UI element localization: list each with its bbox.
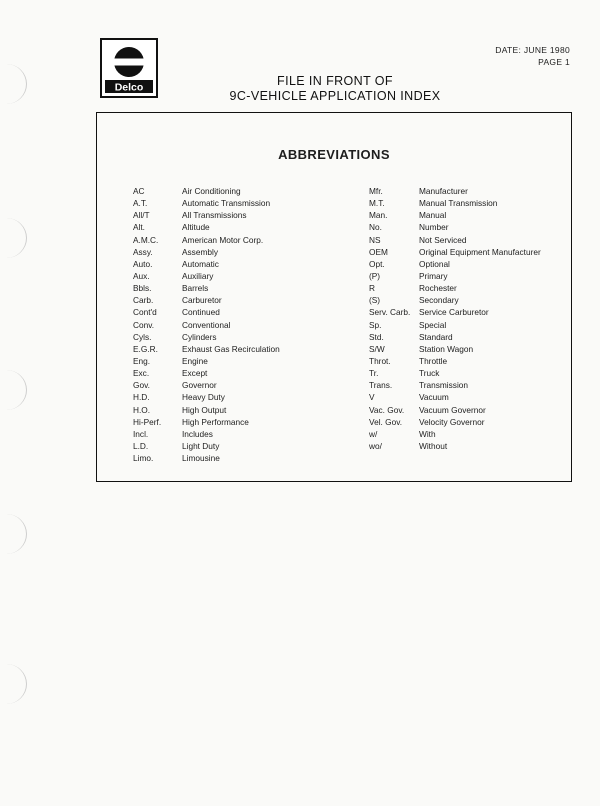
abbreviation-term: Aux. <box>133 270 150 281</box>
abbreviation-definition: Manual <box>419 210 447 221</box>
abbreviation-definition: Auxiliary <box>182 270 214 281</box>
abbreviation-term: Alt. <box>133 222 145 233</box>
abbreviation-term: Eng. <box>133 355 151 366</box>
date-block <box>495 44 570 68</box>
abbreviation-term: V <box>369 392 375 403</box>
abbreviation-definition: Air Conditioning <box>182 186 241 196</box>
abbreviation-term: Opt. <box>369 258 385 269</box>
abbreviation-term: wo/ <box>369 440 382 451</box>
abbreviation-term: A.T. <box>133 198 148 209</box>
abbreviation-term: Hi-Perf. <box>133 416 162 427</box>
abbreviation-definition: Manual Transmission <box>419 198 498 209</box>
abbreviation-term: Bbls. <box>133 283 152 294</box>
abbreviation-term: Trans. <box>369 380 393 391</box>
abbreviation-term: L.D. <box>133 440 149 451</box>
abbreviation-definition: Standard <box>419 331 453 342</box>
abbreviation-definition: Velocity Governor <box>419 416 485 427</box>
abbreviation-definition: Conventional <box>182 319 231 330</box>
abbreviation-definition: Engine <box>182 355 208 366</box>
abbreviation-term: Cont'd <box>133 307 157 318</box>
abbreviation-definition: All Transmissions <box>182 210 247 221</box>
abbreviation-term: Gov. <box>133 380 150 391</box>
document-date: DATE: JUNE 1980 <box>495 45 570 55</box>
abbreviation-term: M.T. <box>369 198 385 209</box>
abbreviation-definition: Except <box>182 368 208 379</box>
abbreviation-definition: Governor <box>182 380 217 391</box>
abbreviation-term: Tr. <box>369 368 379 379</box>
abbreviation-definition: Station Wagon <box>419 343 474 354</box>
abbreviation-definition: Not Serviced <box>419 234 467 245</box>
abbreviation-definition: Vacuum <box>419 392 449 403</box>
abbreviation-term: OEM <box>369 246 388 257</box>
abbreviation-term: Incl. <box>133 428 149 439</box>
abbreviation-term: Exc. <box>133 368 150 379</box>
abbreviation-definition: Carburetor <box>182 295 222 306</box>
abbreviation-definition: Automatic <box>182 258 219 269</box>
title-line-1: FILE IN FRONT OF <box>277 74 393 88</box>
binder-hole <box>0 514 27 554</box>
abbreviation-term: Carb. <box>133 295 154 306</box>
abbreviation-term: H.D. <box>133 392 150 403</box>
abbreviation-definition: Vacuum Governor <box>419 404 486 415</box>
abbreviation-definition: With <box>419 428 436 439</box>
abbreviation-term: S/W <box>369 343 385 354</box>
abbreviation-definition: Cylinders <box>182 331 217 342</box>
abbreviation-definition: Limousine <box>182 453 220 464</box>
abbreviation-term: No. <box>369 222 382 233</box>
abbreviation-definition: Automatic Transmission <box>182 198 271 209</box>
abbreviation-term: E.G.R. <box>133 343 158 354</box>
abbreviation-definition: Rochester <box>419 283 457 294</box>
delco-logo <box>100 38 158 98</box>
abbreviation-term: Vel. Gov. <box>369 416 403 427</box>
abbreviation-term: A.M.C. <box>133 234 159 245</box>
abbreviation-term: All/T <box>133 210 150 221</box>
binder-hole <box>0 64 27 104</box>
abbreviation-definition: Continued <box>182 307 220 318</box>
abbreviation-term: Mfr. <box>369 186 383 196</box>
abbreviation-term: Serv. Carb. <box>369 307 411 318</box>
abbreviation-definition: Throttle <box>419 355 448 366</box>
abbreviation-definition: Assembly <box>182 246 218 257</box>
abbreviation-definition: Original Equipment Manufacturer <box>419 246 541 257</box>
abbreviation-definition: Heavy Duty <box>182 392 225 403</box>
abbreviation-term: Auto. <box>133 258 153 269</box>
abbreviation-definition: Special <box>419 319 447 330</box>
page-number: PAGE 1 <box>538 57 570 67</box>
abbreviation-definition: Optional <box>419 258 450 269</box>
abbreviation-term: Conv. <box>133 319 155 330</box>
abbreviation-term: (S) <box>369 295 381 306</box>
abbreviation-term: Limo. <box>133 453 154 464</box>
abbreviation-definition: Primary <box>419 270 448 281</box>
abbreviations-box <box>96 112 572 482</box>
abbreviation-definition: High Output <box>182 404 227 415</box>
abbreviation-definition: Exhaust Gas Recirculation <box>182 343 280 354</box>
logo-wordmark: Delco <box>114 81 144 94</box>
abbreviation-definition: High Performance <box>182 416 249 427</box>
delco-emblem-icon <box>102 40 156 96</box>
abbreviation-term: (P) <box>369 270 381 281</box>
abbreviation-definition: Secondary <box>419 295 459 306</box>
abbreviation-term: R <box>369 283 375 294</box>
abbreviation-term: AC <box>133 186 145 196</box>
abbreviation-definition: Service Carburetor <box>419 307 489 318</box>
abbreviation-term: Vac. Gov. <box>369 404 405 415</box>
title-line-2: 9C-VEHICLE APPLICATION INDEX <box>229 89 441 103</box>
abbreviation-definition: Altitude <box>182 222 210 233</box>
abbreviation-term: H.O. <box>133 404 151 415</box>
abbreviation-definition: Truck <box>419 368 440 379</box>
document-title <box>180 74 490 104</box>
abbreviation-term: w/ <box>369 428 378 439</box>
abbreviation-definition: Light Duty <box>182 440 220 451</box>
abbreviation-term: Man. <box>369 210 388 221</box>
binder-hole <box>0 218 27 258</box>
abbreviation-term: Assy. <box>133 246 153 257</box>
abbreviation-definition: Manufacturer <box>419 186 468 196</box>
abbreviation-term: Throt. <box>369 355 391 366</box>
binder-hole <box>0 370 27 410</box>
abbreviation-term: NS <box>369 234 381 245</box>
abbreviation-definition: Without <box>419 440 448 451</box>
abbreviation-term: Std. <box>369 331 384 342</box>
abbreviation-definition: American Motor Corp. <box>182 234 264 245</box>
abbreviation-definition: Number <box>419 222 449 233</box>
abbreviation-definition: Barrels <box>182 283 209 294</box>
abbreviations-heading: ABBREVIATIONS <box>278 147 390 162</box>
abbreviation-definition: Transmission <box>419 380 469 391</box>
abbreviation-term: Cyls. <box>133 331 152 342</box>
binder-hole <box>0 664 27 704</box>
abbreviation-definition: Includes <box>182 428 213 439</box>
abbreviation-term: Sp. <box>369 319 382 330</box>
